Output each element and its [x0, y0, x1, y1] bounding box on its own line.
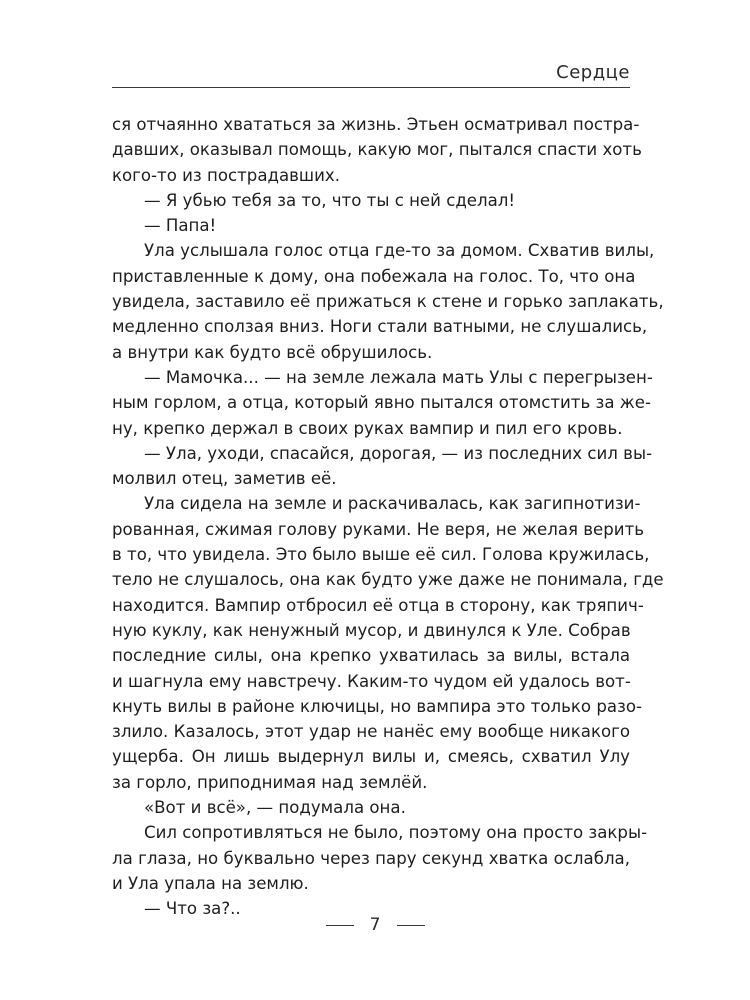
text-line: и Ула упала на землю.: [112, 873, 309, 893]
text-line: медленно сползая вниз. Ноги стали ватными, не слушались,: [112, 317, 648, 337]
text-line: «Вот и всё», — подумала она.: [144, 798, 406, 818]
text-line: — Что за?..: [144, 899, 241, 919]
text-line: молвил отец, заметив её.: [112, 469, 337, 489]
text-line: — Папа!: [144, 216, 217, 236]
text-line: кого-то из пострадавших.: [112, 165, 340, 185]
text-line: ным горлом, а отца, который явно пытался отомстить за же-: [112, 393, 651, 413]
text-line: и шагнула ему навстречу. Каким-то чудом ей удалось вот-: [112, 671, 631, 691]
text-line: Ула услышала голос отца где-то за домом. Схватив вилы,: [144, 241, 655, 261]
text-line: кнуть вилы в районе ключицы, но вампира это только разо-: [112, 696, 642, 716]
text-line: Ула сидела на земле и раскачивалась, как загипнотизи-: [144, 494, 641, 514]
footer-rule-right: [397, 925, 425, 926]
text-line: приставленные к дому, она побежала на голос. То, что она: [112, 266, 636, 286]
text-line: — Мамочка... — на земле лежала мать Улы с перегрызен-: [144, 367, 653, 387]
running-title: Сердце: [556, 62, 630, 83]
text-line: ся отчаянно хвататься за жизнь. Этьен осматривал постра-: [112, 115, 640, 134]
text-line: ную куклу, как ненужный мусор, и двинулся к Уле. Собрав: [112, 620, 631, 640]
text-line: а внутри как будто всё обрушилось.: [112, 342, 433, 362]
text-line: за горло, приподнимая над землёй.: [112, 772, 428, 792]
text-line: злило. Казалось, этот удар не нанёс ему вообще никакого: [112, 722, 630, 742]
text-line: Сил сопротивляться не было, поэтому она просто закры-: [144, 823, 648, 843]
header-rule: [112, 87, 630, 88]
text-line: увидела, заставило её прижаться к стене и горько заплакать,: [112, 292, 664, 312]
page-number: 7: [369, 915, 381, 935]
text-line: — Ула, уходи, спасайся, дорогая, — из последних сил вы-: [144, 443, 653, 463]
text-line: тело не слушалось, она как будто уже даже не понимала, где: [112, 570, 664, 590]
text-line: ла глаза, но буквально через пару секунд хватка ослабла,: [112, 848, 630, 868]
text-line: — Я убью тебя за то, что ты с ней сделал!: [144, 190, 516, 210]
text-line: находится. Вампир отбросил её отца в сторону, как тряпич-: [112, 595, 644, 615]
text-line: последние силы, она крепко ухватилась за вилы, встала: [112, 646, 630, 666]
text-line: давших, оказывал помощь, какую мог, пытался спасти хоть: [112, 140, 642, 160]
text-line: в то, что увидела. Это было выше её сил. Голова кружилась,: [112, 545, 650, 565]
page-footer: [0, 913, 750, 937]
text-line: рованная, сжимая голову руками. Не веря, не желая верить: [112, 519, 645, 539]
text-line: ущерба. Он лишь выдернул вилы и, смеясь, схватил Улу: [112, 747, 630, 767]
text-line: ну, крепко держал в своих руках вампир и пил его кровь.: [112, 418, 623, 438]
footer-rule-left: [326, 925, 354, 926]
body-text: [112, 112, 664, 922]
